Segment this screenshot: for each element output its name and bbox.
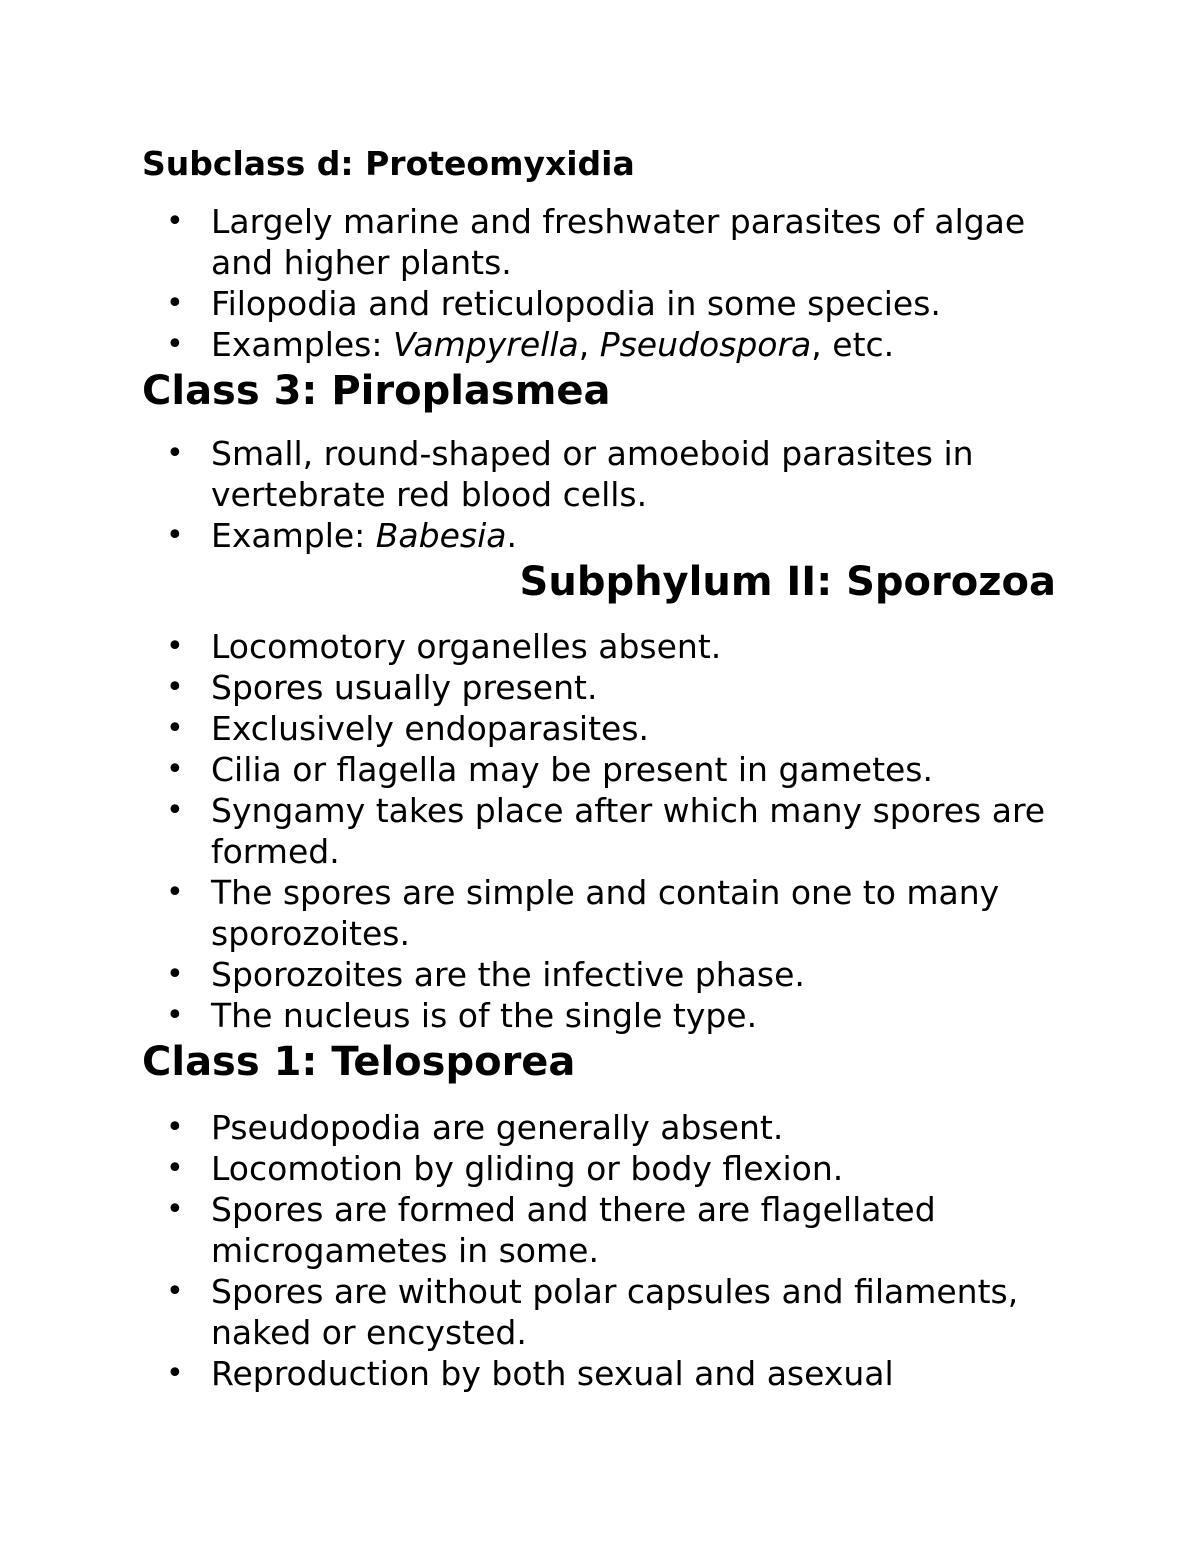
list-item: [0, 433, 1200, 515]
taxon-pseudospora: Pseudospora: [599, 325, 812, 364]
list-item: [0, 1107, 1200, 1148]
list-item: [0, 872, 1200, 954]
list-item: [0, 954, 1200, 995]
item-text: Spores are formed and there are flagellated microgametes in some.: [211, 1190, 936, 1270]
list-item: [0, 995, 1200, 1036]
item-text: Exclusively endoparasites.: [211, 709, 650, 748]
item-text: Reproduction by both sexual and asexual: [211, 1354, 894, 1393]
bullet-icon: •: [166, 286, 184, 321]
bullet-icon: •: [166, 998, 184, 1033]
list-item: [0, 324, 1200, 365]
item-text: Syngamy takes place after which many spores are formed.: [211, 791, 1046, 871]
bullet-icon: •: [166, 752, 184, 787]
list-item: [0, 283, 1200, 324]
list-item: [0, 749, 1200, 790]
example-suffix: .: [506, 516, 517, 555]
bullet-icon: •: [166, 518, 184, 553]
bullet-icon: •: [166, 793, 184, 828]
item-text: Sporozoites are the infective phase.: [211, 955, 805, 994]
bullet-icon: •: [166, 327, 184, 362]
bullet-icon: •: [166, 1151, 184, 1186]
list-item: [0, 1271, 1200, 1353]
item-text: Largely marine and freshwater parasites of algae and higher plants.: [211, 202, 1026, 282]
bullet-icon: •: [166, 1192, 184, 1227]
bullet-icon: •: [166, 957, 184, 992]
bullet-icon: •: [166, 670, 184, 705]
item-text: Locomotion by gliding or body flexion.: [211, 1149, 844, 1188]
list-sporozoa: [0, 626, 1200, 1036]
item-text: Spores are without polar capsules and filaments, naked or encysted.: [211, 1272, 1019, 1352]
taxon-vampyrella: Vampyrella: [392, 325, 579, 364]
bullet-icon: •: [166, 436, 184, 471]
item-text: Filopodia and reticulopodia in some species.: [211, 284, 941, 323]
bullet-icon: •: [166, 629, 184, 664]
examples-suffix: , etc.: [811, 325, 895, 364]
list-proteomyxidia: [0, 201, 1200, 365]
list-item: [0, 1148, 1200, 1189]
heading-proteomyxidia: Subclass d: Proteomyxidia: [142, 144, 635, 183]
list-item: [0, 667, 1200, 708]
list-piroplasmea: [0, 433, 1200, 556]
bullet-icon: •: [166, 204, 184, 239]
list-item: [0, 708, 1200, 749]
bullet-icon: •: [166, 711, 184, 746]
examples-prefix: Examples:: [211, 325, 393, 364]
list-item: [0, 790, 1200, 872]
item-text: Spores usually present.: [211, 668, 598, 707]
bullet-icon: •: [166, 1110, 184, 1145]
taxon-babesia: Babesia: [375, 516, 507, 555]
item-text: Cilia or flagella may be present in gametes.: [211, 750, 933, 789]
item-text: The nucleus is of the single type.: [211, 996, 758, 1035]
example-prefix: Example:: [211, 516, 376, 555]
item-text: Locomotory organelles absent.: [211, 627, 722, 666]
heading-piroplasmea: Class 3: Piroplasmea: [142, 368, 611, 414]
heading-sporozoa: Subphylum II: Sporozoa: [519, 559, 1056, 605]
list-item: [0, 515, 1200, 556]
item-text: Pseudopodia are generally absent.: [211, 1108, 784, 1147]
list-item: [0, 1353, 1200, 1394]
item-text: Small, round-shaped or amoeboid parasites in vertebrate red blood cells.: [211, 434, 974, 514]
list-telosporea: [0, 1107, 1200, 1394]
bullet-icon: •: [166, 875, 184, 910]
heading-telosporea: Class 1: Telosporea: [142, 1039, 576, 1085]
list-item: [0, 626, 1200, 667]
examples-separator: ,: [578, 325, 600, 364]
bullet-icon: •: [166, 1356, 184, 1391]
list-item: [0, 201, 1200, 283]
item-text: The spores are simple and contain one to many sporozoites.: [211, 873, 1000, 953]
list-item: [0, 1189, 1200, 1271]
bullet-icon: •: [166, 1274, 184, 1309]
